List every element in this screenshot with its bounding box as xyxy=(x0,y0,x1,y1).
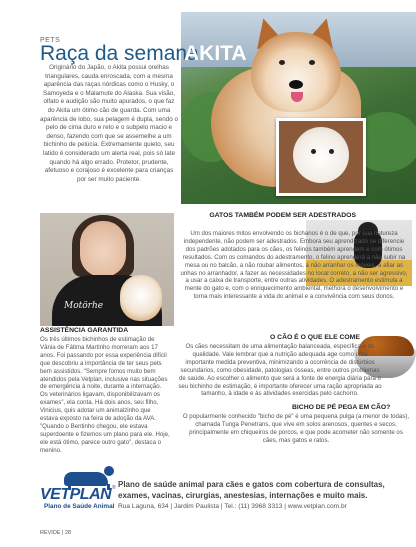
akita-eye-right xyxy=(309,60,315,65)
shirt-print: Motörhe xyxy=(64,301,104,311)
ad-tagline: Plano de Saúde Animal xyxy=(44,503,115,510)
ad-registered-mark: ® xyxy=(112,485,116,491)
page-title: Raça da semana xyxy=(40,42,199,65)
akita-puppy-photo xyxy=(276,118,366,196)
puppy-eye-left xyxy=(311,149,316,154)
intro-paragraph: Originário do Japão, o Akita possui orelhas triangulares, cauda enroscada, com a mesma aparência das raças nórdicas como o Husky, o Samoyeda e o Malamute do Alaska. Sua visão, olfato e audição são muito apurados, o que faz do Akita um ótimo cão de guarda. Com uma aparência de lobo, sua pelagem é dupla, sendo o pelo de cima duro e reto e o subpelo macio e denso, fazendo com que se assemelhe a um bichinho de pelúcia. Extremamente quieto, seu latido é considerado um alerta real, pois só late quando há algo errado. Protetor, prudente, afetuoso e corajoso é excelente para crianças por ser muito paciente. xyxy=(40,64,178,183)
puppy-face xyxy=(293,127,349,183)
section-title-bicho-de-pe: BICHO DE PÉ PEGA EM CÃO? xyxy=(292,404,391,411)
ad-contact-line: Rua Laguna, 634 | Jardim Paulista | Tel.: (11) 3968 3313 | www.vetplan.com.br xyxy=(118,503,347,510)
section-title-alimentacao: O CÃO É O QUE ELE COME xyxy=(270,334,360,341)
section-body-alimentacao: Os cães necessitam de uma alimentação balanceada, específica e de qualidade. Vale lembrar que a nutrição adequada age como uma importante medida preventiva, minimizando a ocorrência de distúrbios secundários, como obesidade, patologias ósseas, entre outros problemas de saúde. Ao escolher o alimento que será a fonte de energia diária para o seu bichinho de estimação, é importante oferecer uma ração apropriada ao tamanho, à idade e às atividades exercidas pelo cachorro. xyxy=(178,343,382,398)
ad-description-line-1: Plano de saúde animal para cães e gatos com cobertura de consultas, xyxy=(118,480,385,489)
section-title-assistencia: ASSISTÊNCIA GARANTIDA xyxy=(40,327,129,334)
page-title-emphasis: AKITA xyxy=(184,42,247,65)
akita-eye-left xyxy=(279,60,285,65)
ad-brand: VETPLAN xyxy=(40,486,112,503)
ad-description-line-2: exames, vacinas, cirurgias, anestesias, internações e muito mais. xyxy=(118,491,368,500)
section-body-gatos: Um dos maiores mitos envolvendo os bichanos é o de que, por sua natureza independente, não podem ser adestrados. Embora seu aprendizado se diferencie dos padrões adotados para os cães, os felinos também aprendem e com ótimos resultados. Com os comandos do adestramento, o felino aprenderá a não subir na mesa ou no balcão, a não roubar alimentos, a não arranhar os móveis, a afiar as unhas no arranhador, a fazer as necessidades no local correto, a não ser agressivo, a usar a caixa de transporte, entre outras atividades. O adestramento estimula a mente do gato e, com o enriquecimento ambiental, melhora o desenvolvimento e torna mais interessante a vida do animal e a convivência com seus donos. xyxy=(180,230,408,301)
boy-face xyxy=(80,221,126,277)
section-title-gatos: GATOS TAMBÉM PODEM SER ADESTRADOS xyxy=(209,212,356,219)
orange-cat xyxy=(120,275,162,321)
section-kicker: PETS xyxy=(40,37,61,44)
dog-silhouette-icon xyxy=(64,472,108,486)
puppy-eye-right xyxy=(329,149,334,154)
section-body-assistencia: Os três últimos bichinhos de estimação de Vânia de Fátima Martinho morreram aos 17 anos. Foi passando por essa experiência difícil que descobriu a importância de ter seus pets bem assistidos. "Sempre fomos muito bem atendidos pela Vetplan, inclusive nas situações de emergência à noite, durante a internação. Os veterinários ligavam, disponibilizavam os exames", ela conta. Há dois anos, seu filho, Vinicius, quis adotar um animalzinho que estava exposto na feira de adoção da AVA. "Quando o Bentinho chegou, ele estava superdoente e fizemos um plano para ele. Hoje, ele está ótimo, parece outro gato", destaca o menino. xyxy=(40,336,170,454)
page-footer: REVIDE | 28 xyxy=(40,530,72,536)
boy-with-cat-photo xyxy=(40,213,174,326)
section-body-bicho-de-pe: O popularmente conhecido "bicho de pé" é uma pequena pulga (a menor de todas), chamada Tunga Penetrans, que vive em solos arenosos, quentes e secos, principalmente em chiqueiros de porcos, e que pode acometer não somente os cães, mas gatos e ratos. xyxy=(182,413,410,444)
akita-nose xyxy=(289,80,303,89)
